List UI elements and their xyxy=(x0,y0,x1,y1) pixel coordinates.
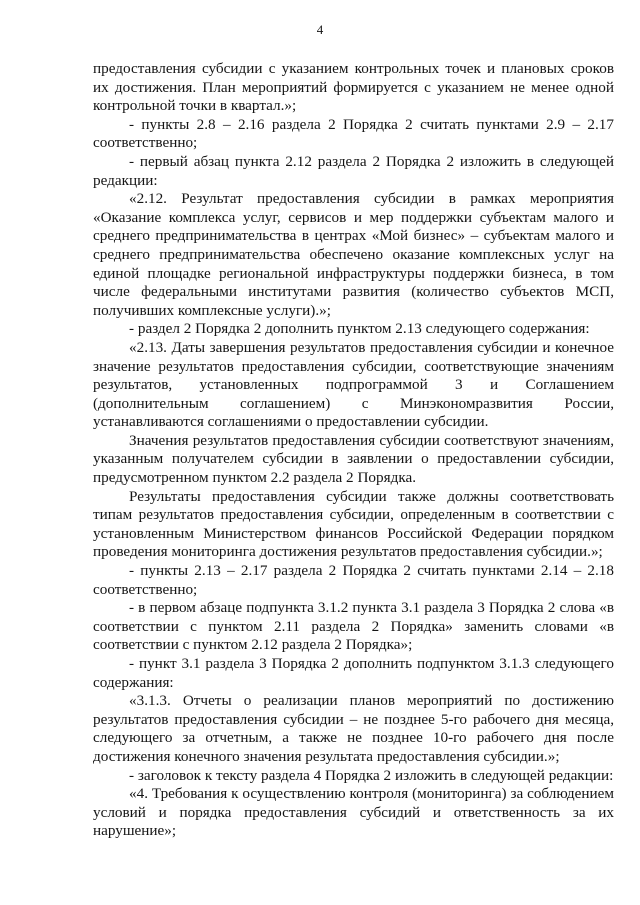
paragraph: «2.12. Результат предоставления субсидии в рамках мероприятия «Оказание комплекса услуг, сервисов и мер поддержки субъектам малого и среднего предпринимательства в центрах «Мой бизнес» – субъектам малого и среднего предпринимательства обеспечено оказание комплексных услуг на единой площадке региональной инфраструктуры поддержки бизнеса, в том числе федеральными институтами развития (количество субъектов МСП, получивших комплексные услуги).»; xyxy=(93,190,614,319)
paragraph: - раздел 2 Порядка 2 дополнить пунктом 2.13 следующего содержания: xyxy=(129,320,590,338)
paragraph: Результаты предоставления субсидии также должны соответствовать типам результатов предоставления субсидии, определенным в соответствии с установленным Министерством финансов Российской Федерации порядком проведения мониторинга достижения результатов предоставления субсидии.»; xyxy=(93,487,614,561)
paragraph: - пункты 2.8 – 2.16 раздела 2 Порядка 2 считать пунктами 2.9 – 2.17 соответственно; xyxy=(93,115,614,152)
paragraph: - первый абзац пункта 2.12 раздела 2 Порядка 2 изложить в следующей редакции: xyxy=(93,152,614,189)
document-body xyxy=(93,60,614,841)
paragraph: - заголовок к тексту раздела 4 Порядка 2 изложить в следующей редакции: xyxy=(129,766,614,784)
paragraph: «4. Требования к осуществлению контроля (мониторинга) за соблюдением условий и порядка предоставления субсидий и ответственность за их нарушение»; xyxy=(93,785,614,840)
paragraph: - в первом абзаце подпункта 3.1.2 пункта 3.1 раздела 3 Порядка 2 слова «в соответствии с пунктом 2.11 раздела 2 Порядка» заменить словами «в соответствии с пунктом 2.12 раздела 2 Порядка»; xyxy=(93,599,614,654)
paragraph: Значения результатов предоставления субсидии соответствуют значениям, указанным получателем субсидии в заявлении о предоставлении субсидии, предусмотренном пунктом 2.2 раздела 2 Порядка. xyxy=(93,431,614,487)
paragraph: «2.13. Даты завершения результатов предоставления субсидии и конечное значение результатов предоставления субсидии, соответствующие значениям результатов, установленных подпрограммой 3 и Соглашением (дополнительным соглашением) с Минэкономразвития России, устанавливаются соглашениями о предоставлении субсидии. xyxy=(93,338,614,431)
paragraph: предоставления субсидии с указанием контрольных точек и плановых сроков их достижения. План мероприятий формируется с указанием не менее одной контрольной точки в квартал.»; xyxy=(93,60,614,115)
paragraph: - пункты 2.13 – 2.17 раздела 2 Порядка 2 считать пунктами 2.14 – 2.18 соответственно; xyxy=(93,562,614,598)
paragraph: - пункт 3.1 раздела 3 Порядка 2 дополнить подпунктом 3.1.3 следующего содержания: xyxy=(93,655,614,691)
paragraph: «3.1.3. Отчеты о реализации планов мероприятий по достижению результатов предоставления субсидии – не позднее 5-го рабочего дня месяца, следующего за отчетным, а также не позднее 10-го рабочего дня после достижения конечного значения результата предоставления субсидии.»; xyxy=(93,692,614,765)
page-number: 4 xyxy=(316,22,324,37)
